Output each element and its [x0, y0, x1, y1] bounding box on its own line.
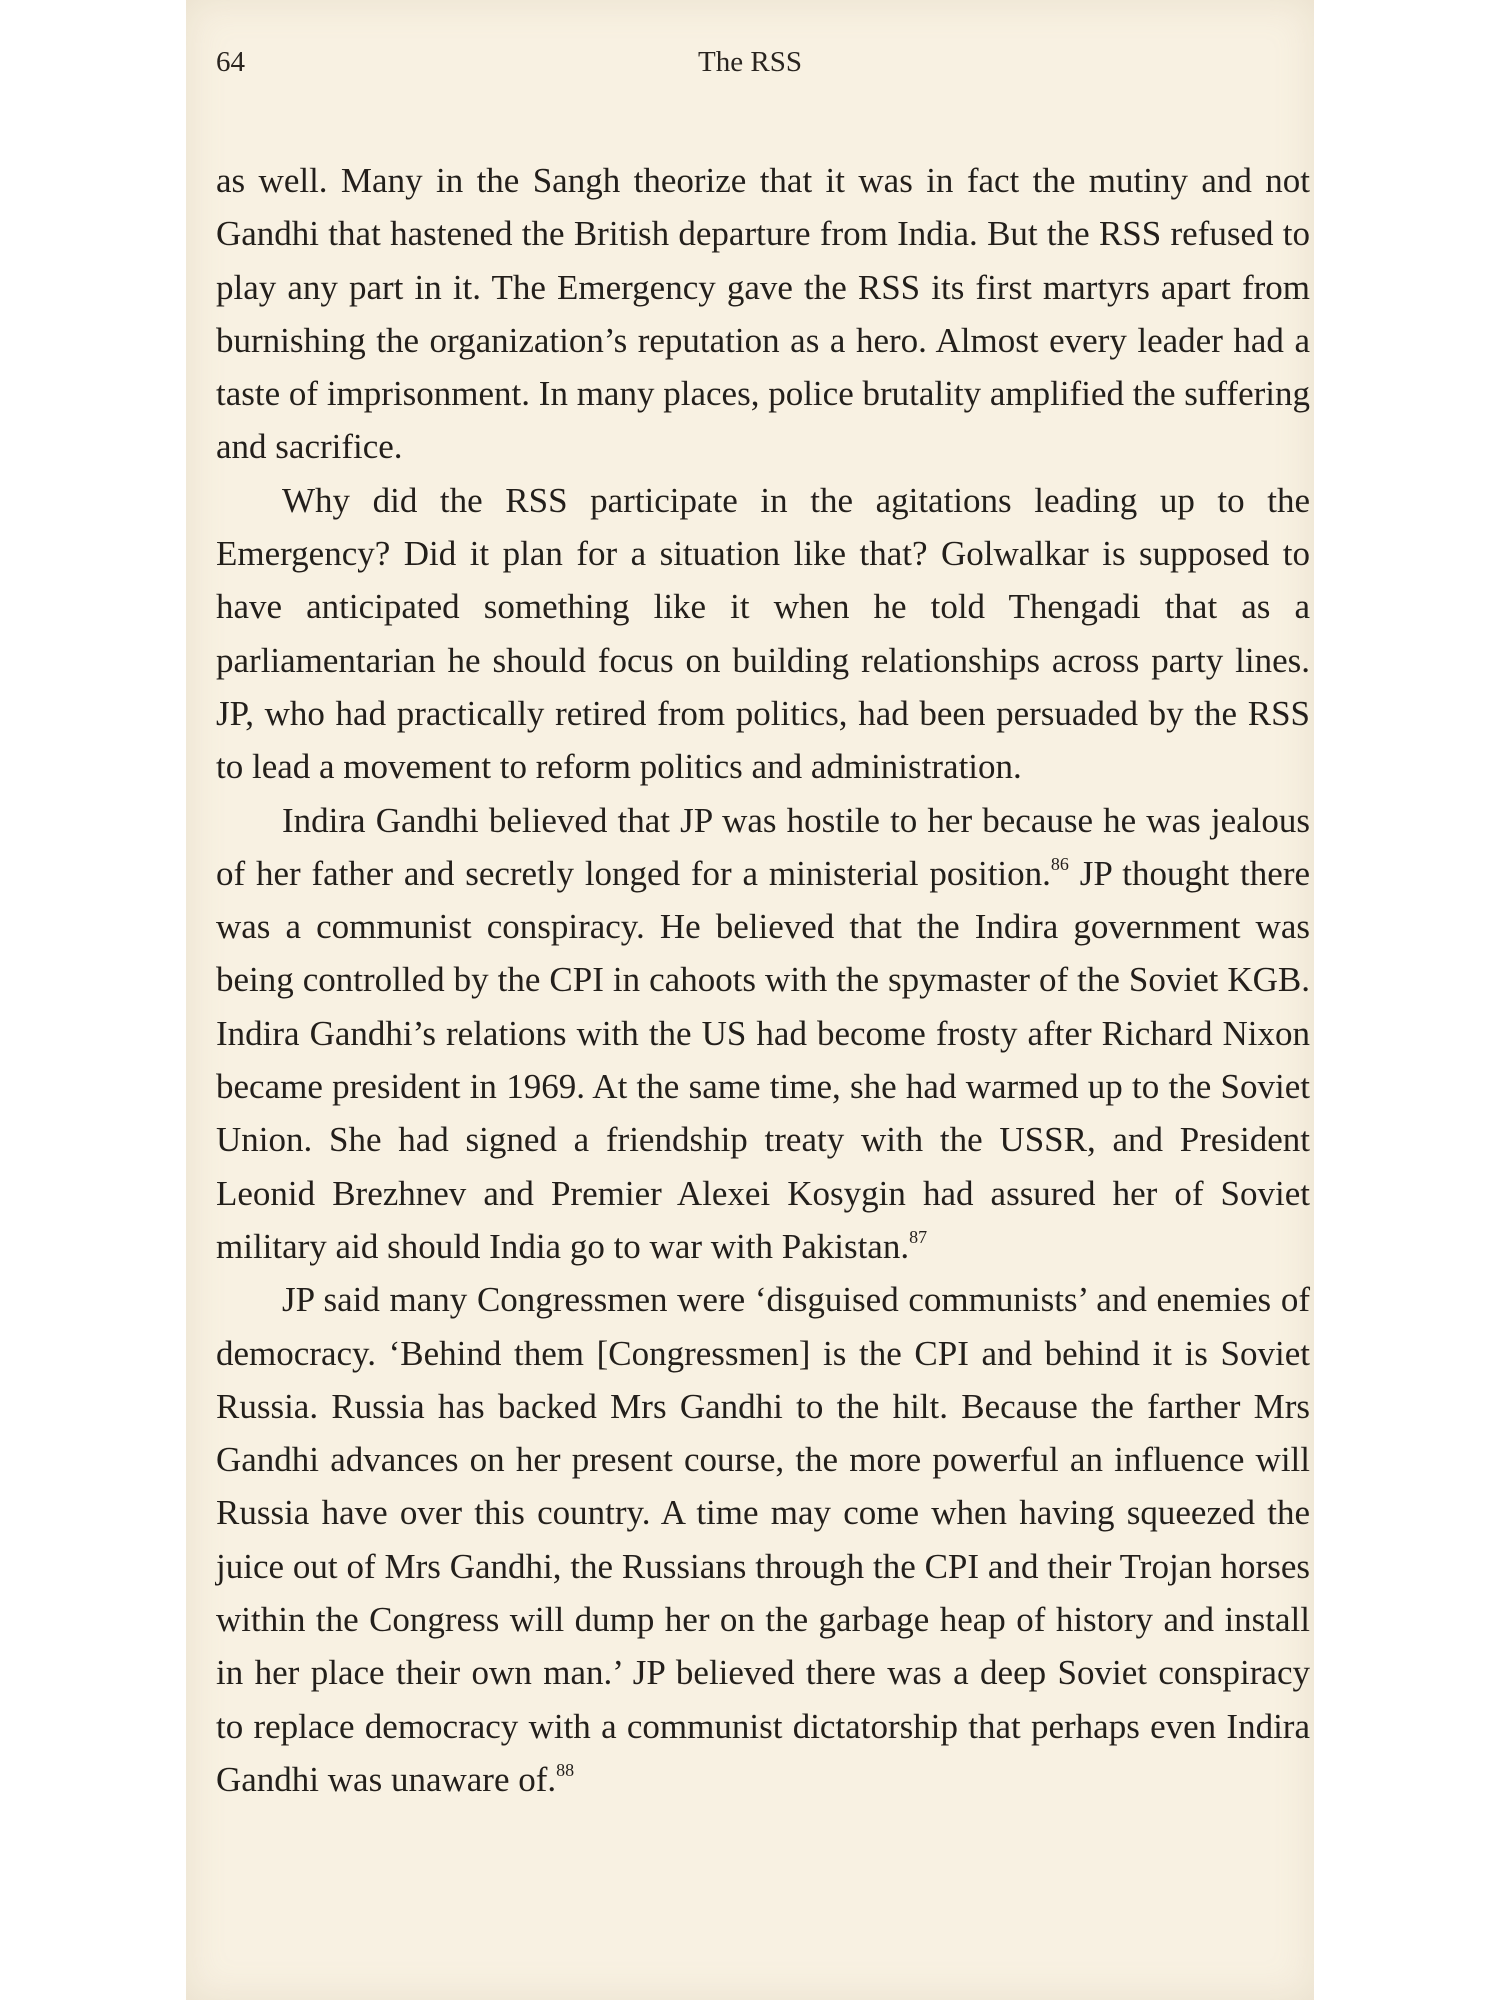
paragraph	[216, 1273, 1310, 1806]
running-head	[186, 46, 1314, 86]
footnote-marker: 88	[556, 1760, 575, 1781]
paragraph-text: as well. Many in the Sangh theorize that it was in fact the mutiny and not Gandhi that hastened the British departure from India. But the RSS refused to play any part in it. The Emergency gave the RSS its first martyrs apart from burnishing the organization’s reputation as a hero. Almost every leader had a taste of imprisonment. In many places, police brutality amplified the suffering and sacrifice.	[216, 161, 1310, 467]
book-page	[186, 0, 1314, 2000]
body-text	[216, 154, 1310, 1806]
paragraph	[216, 794, 1310, 1274]
paragraph	[216, 154, 1310, 474]
paragraph-text: JP said many Congressmen were ‘disguised communists’ and enemies of democracy. ‘Behind them [Congressmen] is the CPI and behind it is Soviet Russia. Russia has backed Mrs Gandhi to the hilt. Because the farther Mrs Gandhi advances on her present course, the more powerful an influence will Russia have over this country. A time may come when having squeezed the juice out of Mrs Gandhi, the Russians through the CPI and their Trojan horses within the Congress will dump her on the garbage heap of history and install in her place their own man.’ JP believed there was a deep Soviet conspiracy to replace democracy with a communist dictatorship that perhaps even Indira Gandhi was unaware of.	[216, 1280, 1310, 1799]
paragraph	[216, 474, 1310, 794]
page-number: 64	[216, 46, 245, 78]
footnote-marker: 86	[1050, 854, 1069, 875]
running-title: The RSS	[698, 46, 802, 78]
paragraph-text: Why did the RSS participate in the agitations leading up to the Emergency? Did it plan for a situation like that? Golwalkar is supposed to have anticipated something like it when he told Thengadi that as a parliamentarian he should focus on building relationships across party lines. JP, who had practically retired from politics, had been persuaded by the RSS to lead a movement to reform politics and administration.	[216, 480, 1310, 787]
footnote-marker: 87	[909, 1227, 928, 1248]
paragraph-text: JP thought there was a communist conspiracy. He believed that the Indira government was being controlled by the CPI in cahoots with the spymaster of the Soviet KGB. Indira Gandhi’s relations with the US had become frosty after Richard Nixon became president in 1969. At the same time, she had warmed up to the Soviet Union. She had signed a friendship treaty with the USSR, and President Leonid Brezhnev and Premier Alexei Kosygin had assured her of Soviet military aid should India go to war with Pakistan.	[216, 853, 1311, 1266]
paragraph-text: Indira Gandhi believed that JP was hostile to her because he was jealous of her father and secretly longed for a ministerial position.	[216, 800, 1310, 893]
